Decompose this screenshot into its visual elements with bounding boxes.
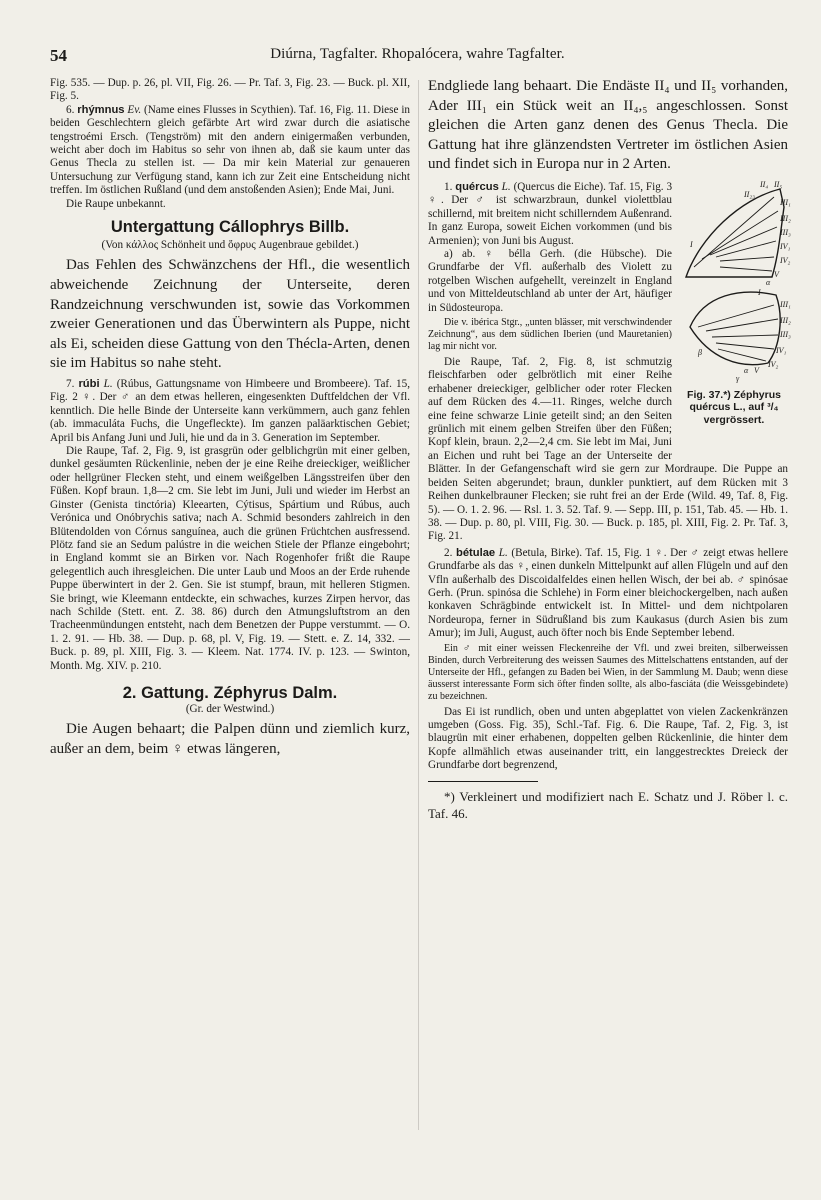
- species-rhymnus: [50, 104, 410, 198]
- subgenus-description: Das Fehlen des Schwänzchens der Hfl., die wesentlich abweichende Zeichnung der Unterseite, deren Randzeichnung verschwunden ist, sowie das Vorkommen zweier Generationen und das Überwintern als Puppe, nicht als Ei, scheiden diese Gattung von den Thécla-Arten, denen sie im Habitus so nahe steht.: [50, 257, 410, 372]
- species-text: (Quercus die Eiche). Taf. 15, Fig. 3 ♀. Der ♂ ist schwarzbraun, dunkel violettblau schillernd, mit breitem nicht schillerndem Außenrand. In ganz Europa, soweit Eichen vorkommen (und bis Armenien); von Juni bis August.: [428, 180, 673, 247]
- genus-etymology: (Gr. der Westwind.): [185, 702, 275, 715]
- species-author: Ev.: [127, 103, 142, 116]
- aberration-bella: a) ab. ♀ bélla Gerh. (die Hübsche). Die Grundfarbe der Vfl. außerhalb des Violett zu rotgelben Wischen aufgehellt, vereinzelt in England und von Mitteldeutschland ab unter der Art, häufiger in Südosteuropa.: [428, 248, 672, 314]
- vein-label: α: [744, 365, 749, 375]
- right-column: [428, 77, 791, 1157]
- column-divider: [418, 80, 419, 1130]
- page-number: 54: [50, 46, 67, 65]
- vein-label: V: [754, 365, 759, 375]
- vein-label: III₁: [780, 197, 791, 207]
- page-header: [50, 46, 785, 68]
- rubi-caterpillar: Die Raupe, Taf. 2, Fig. 9, ist grasgrün oder gelblichgrün mit einer gelben, dunkel gesäumten Rückenlinie, neben der je eine Reihe dreieckiger, weißlicher oder hellgrüner Flecken steht, und einem weißgelben Längsstreifen über den Füßen. Kopf braun. 1,8—2 cm. Sie lebt im Juni, Juli und wieder im Herbst an Ginster (Genista tinctória) Kleearten, Cýtisus, Spártium und Rúbus, auch Verónica und Onóbrychis sativa; nach A. Schmid besonders zahlreich in den Blütendolden von Córnus sanguínea, auch die grünen Früchtchen ausfressend. Plötz fand sie an Sedum palústre in die weichen Stiele der Pflanze eingebohrt; in England kommt sie an Birken vor. Nach Rogenhofer frißt die Raupe gelegentlich auch ihresgleichen. Die unter Laub und Moos an der Erde ruhende Puppe überwintert in der 2. Gen. Sie ist stumpf, braun, mit helleren Stigmen. Sie bringt, wie Kleemann entdeckte, ein schwaches, kurzes Zirpen hervor, das nach Schilde (Stett. ent. Z. 38. 86) durch den Atmungsluftstrom an den Tracheenmündungen entsteht, nach dem Benetzen der Puppe verstummt. — O. 1. 2. 91. — Hb. 38. — Dup. p. 68, pl. V, Fig. 19. — Stett. e. Z. 14, 332. — Buck. p. 89, pl. XIII, Fig. 3. — Kleem. Nat. 1774. IV. p. 123. — Swinton, Month. Mg. XIV. p. 210.: [50, 445, 410, 672]
- vein-label: II₂₃: [744, 189, 755, 199]
- footnote-rule: [428, 781, 538, 782]
- vein-label: III₃: [780, 227, 791, 237]
- vein-label: IV₂: [768, 359, 779, 369]
- vein-label: V: [774, 269, 779, 279]
- species-number: 6.: [66, 103, 75, 116]
- species-author: L.: [103, 378, 113, 391]
- genus-description: Die Augen behaart; die Palpen dünn und ziemlich kurz, außer an dem, beim ♀ etwas längeren,: [50, 721, 410, 757]
- vein-label: I: [690, 239, 693, 249]
- vein-label: IV₂: [780, 255, 791, 265]
- species-text: (Rúbus, Gattungsname von Himbeere und Brombeere). Taf. 15, Fig. 2 ♀. Der ♂ an dem etwas helleren, eingesenkten Duftfeldchen der Vfl. kenntlich. Die helle Binde der Unterseite kann verkümmern, auch ganz fehlen (ab. immaculáta Fuchs, die Ungefleckte). Im ganzen paläarktischen Gebiet; April bis Anfang Juni und Juli, hie und da in 3. Generation im September.: [50, 378, 410, 444]
- subgenus-etymology: (Von κάλλος Schönheit und ὄφρυς Augenbraue gebildet.): [101, 239, 359, 252]
- vein-label: III₂: [780, 315, 791, 325]
- caterpillar-note: Die Raupe unbekannt.: [66, 197, 166, 210]
- species-text: (Betula, Birke). Taf. 15, Fig. 1 ♀. Der ♂ zeigt etwas hellere Grundfarbe als das ♀, einen dunkeln Mittelpunkt auf allen Flügeln und auf den Vfln außerhalb des Discoidalfeldes einen hellen Wisch, der bei ab. ♂ spinósae Gerh. (Prun. spinósa die Schlehe) in Form einer bleichockergelben, nach außen konkaven Schrägbinde entwickelt ist. In Mittel- und dem nichtpolaren Nordeuropa, ferner in Südrußland bis zum Kaukasus (durch Asien bis zum Amur); im Juli, August, auch öfter noch bis Ende September lebend.: [428, 546, 789, 640]
- vein-label: IV₁: [776, 345, 787, 355]
- vein-label: γ: [736, 373, 740, 383]
- vein-label: III₁: [780, 299, 791, 309]
- small-print-iberica: Die v. ibérica Stgr., „unten blässer, mit verschwindender Zeichnung“, aus dem südlichen Iberien (und Mauretanien) lag mir nicht vor.: [428, 317, 672, 353]
- species-number: 2.: [444, 546, 453, 559]
- genus-heading: 2. Gattung. Zéphyrus Dalm.: [122, 683, 338, 702]
- species-author: L.: [498, 546, 508, 559]
- species-name: quércus: [455, 180, 499, 193]
- wing-venation-figure: [680, 177, 791, 449]
- species-number: 1.: [444, 180, 453, 193]
- vein-label: II₅: [774, 179, 783, 189]
- vein-label: III₂: [780, 213, 791, 223]
- species-name: bétulae: [455, 546, 496, 559]
- species-text: (Name eines Flusses in Scythien). Taf. 16, Fig. 11. Diese in beiden Geschlechtern gleich gefärbte Art wird zwar durch die asiatische tengstroémi Ersch. (Tengström) mit den andern einigermaßen verbunden, weicht aber doch im Habitus so sehr von ihnen ab, daß sie kaum unter das Genus Thecla zu stellen ist. — Da mir kein Material zur genaueren Untersuchung zur Verfügung stand, kann ich zur Zeit eine Entscheidung nicht treffen. Im östlichen Rußland (und dem anstoßenden Asien); Ende Mai, Juni.: [50, 103, 411, 197]
- species-number: 7.: [66, 378, 75, 391]
- species-rubi: [50, 378, 410, 445]
- footnote: *) Verkleinert und modifiziert nach E. Schatz und J. Röber l. c. Taf. 46.: [428, 788, 788, 821]
- species-betulae: [428, 547, 788, 641]
- small-print-albofasciata: Ein ♂ mit einer weissen Fleckenreihe der Vfl. und zwei breiten, silberweissen Binden, durch Verbreiterung des weissen Saumes des Mittelschattens entstanden, auf der Unterseite der Hfl., gefangen zu Baden bei Wien, in der Sammlung M. Daub; wenn diese äusserst interessante Form sich öfter finden sollte, als albo-fasciáta (die Weissgebindete) zu bezeichnen.: [428, 642, 788, 702]
- genus-continuation: Endgliede lang behaart. Die Endäste II₄ und II₅ vorhanden, Ader III₁ ein Stück weit an II₄,₅ angeschlossen. Sonst gleichen die Arten ganz denen des Genus Thecla. Die Gattung hat ihre glänzendsten Vertreter im östlichen Asien und findet sich in Europa nur in 2 Arten.: [428, 78, 788, 173]
- species-author: L.: [501, 180, 511, 193]
- egg-and-caterpillar: Das Ei ist rundlich, oben und unten abgeplattet von vielen Zackenkränzen umgeben (Goss. Fig. 35), Schl.-Taf. Fig. 6. Die Raupe, Taf. 2, Fig. 3, ist blaugrün mit einer erhabenen, doppelten gelben Rückenlinie, die hinter dem Kopfe allmählich etwas auseinander tritt, ein langgestrecktes Dreieck der Grundfarbe dort begrenzend,: [428, 705, 788, 772]
- figure-caption: Fig. 37.*) Zéphyrus quércus L., auf ³/₄ vergrössert.: [687, 388, 781, 426]
- vein-label: II₄: [760, 179, 769, 189]
- quercus-caterpillar: Die Raupe, Taf. 2, Fig. 8, ist schmutzig fleischfarben oder gelbrötlich mit einer Reihe erhabener dreieckiger, gelblicher oder roter Flecken auf dem Rücken des 4.—11. Ringes, welche durch eine feine schwarze Linie geteilt sind; an den Seiten grünlich mit einem gelben Streifen über den Füßen; Kopf klein, braun. 2,2—2,4 cm. Sie lebt im Mai, Juni an Eichen und ruht bei Tage an der Unterseite der Blätter. In der Gefangenschaft wird sie gern zur Mordraupe. Die Puppe an beiden Seiten abgerundet; braun, dunkler punktiert, auf dem Rücken mit 3 Reihen dunkelbrauner Flecken; sie ruht frei an der Erde (Wild. 49, Taf. 8, Fig. 5). — O. 1. 2. 96. — Rsl. 1. 3. 52. Taf. 9. — Sepp. III, p. 151, Tab. 45. — Hb. 1. 38. — Dup. p. 80, pl. VIII, Fig. 30. — Buck. p. 185, pl. XIII, Fig. 2. Pr. Taf. 3, Fig. 21.: [428, 356, 788, 543]
- vein-label: I: [758, 287, 761, 297]
- species-name: rúbi: [78, 378, 100, 391]
- reference-paragraph: Fig. 535. — Dup. p. 26, pl. VII, Fig. 26. — Pr. Taf. 3, Fig. 23. — Buck. pl. XII, Fig. 5.: [50, 77, 410, 103]
- species-name: rhýmnus: [77, 103, 125, 116]
- vein-label: III₃: [780, 329, 791, 339]
- vein-label: IV₁: [780, 241, 791, 251]
- left-column: [50, 77, 410, 1127]
- wing-venation-diagram: [680, 177, 791, 387]
- vein-label: α: [766, 277, 771, 287]
- vein-label: β: [698, 347, 702, 357]
- running-head: Diúrna, Tagfalter. Rhopalócera, wahre Tagfalter.: [270, 46, 565, 62]
- subgenus-heading: Untergattung Cállophrys Billb.: [110, 218, 350, 237]
